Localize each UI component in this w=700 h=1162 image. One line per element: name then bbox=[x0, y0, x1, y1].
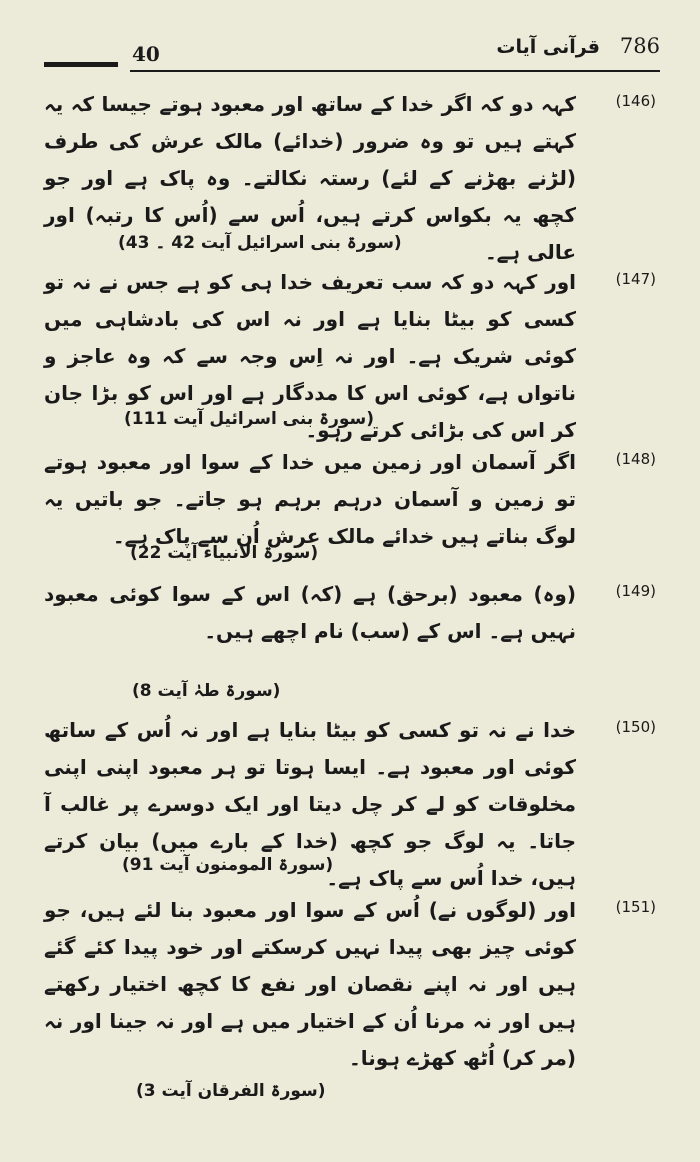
header-decorative-bar bbox=[44, 62, 118, 67]
verse-number: (147) bbox=[615, 270, 656, 288]
verse-number: (148) bbox=[615, 450, 656, 468]
verse-text: اور (لوگوں نے) اُس کے سوا اور معبود بنا لئے ہیں، جو کوئی چیز بھی پیدا نہیں کرسکتے اور خود پیدا کئے گئے ہیں اور نہ اپنے نقصان اور نفع کا کچھ اختیار رکھتے ہیں اور نہ مرنا اُن کے اختیار میں ہے اور نہ جینا اور نہ (مر کر) اُٹھ کھڑے ہونا۔ bbox=[44, 898, 576, 1070]
verse-148 bbox=[44, 450, 656, 570]
verse-reference: (سورۃ الفرقان آیت 3) bbox=[136, 1081, 326, 1101]
verse-number: (150) bbox=[615, 718, 656, 736]
verse-text: خدا نے نہ تو کسی کو بیٹا بنایا ہے اور نہ اُس کے ساتھ کوئی اور معبود ہے۔ ایسا ہوتا تو ہر معبود اپنی اپنی مخلوقات کو لے کر چل دیتا اور ایک دوسرے پر غالب آ جاتا۔ یہ لوگ جو کچھ (خدا کے بارے میں) بیان کرتے ہیں، خدا اُس سے پاک ہے۔ bbox=[44, 718, 576, 890]
chapter-title: قرآنی آیات bbox=[496, 36, 600, 58]
verse-reference: (سورۃ طہٰ آیت 8) bbox=[132, 681, 281, 701]
verse-text: کہہ دو کہ اگر خدا کے ساتھ اور معبود ہوتے جیسا کہ یہ کہتے ہیں تو وہ ضرور (خدائے) مالک عرش کی طرف (لڑنے بھڑنے کے لئے) رستہ نکالتے۔ وہ پاک ہے اور جو کچھ یہ بکواس کرتے ہیں، اُس سے (اُس کا رتبہ) اور عالی ہے۔ bbox=[44, 92, 576, 264]
verse-147 bbox=[44, 270, 656, 442]
verse-number: (149) bbox=[615, 582, 656, 600]
verse-reference: (سورۃ المومنون آیت 91) bbox=[122, 855, 334, 875]
header-rule bbox=[130, 70, 660, 72]
verse-number: (151) bbox=[615, 898, 656, 916]
verse-reference: (سورۃ الانبیاء آیت 22) bbox=[130, 543, 319, 563]
verse-text: (وہ) معبود (برحق) ہے (کہ) اس کے سوا کوئی معبود نہیں ہے۔ اس کے (سب) نام اچھے ہیں۔ bbox=[44, 582, 576, 643]
verse-149 bbox=[44, 582, 656, 702]
verse-text: اگر آسمان اور زمین میں خدا کے سوا اور معبود ہوتے تو زمین و آسمان درہم برہم ہو جاتے۔ جو باتیں یہ لوگ بناتے ہیں خدائے مالک عرش اُن سے پاک ہے۔ bbox=[44, 450, 576, 548]
verse-150 bbox=[44, 718, 656, 888]
verse-text: اور کہہ دو کہ سب تعریف خدا ہی کو ہے جس نے نہ تو کسی کو بیٹا بنایا ہے اور نہ اس کی بادشاہی میں کوئی شریک ہے۔ اور نہ اِس وجہ سے کہ وہ عاجز و ناتواں ہے، کوئی اس کا مددگار ہے اور اس کو بڑا جان کر اس کی بڑائی کرتے رہو۔ bbox=[44, 270, 576, 442]
page-header bbox=[40, 28, 660, 78]
verse-146 bbox=[44, 92, 656, 262]
verse-reference: (سورۃ بنی اسرائیل آیت 42 ۔ 43) bbox=[118, 233, 402, 253]
verse-number: (146) bbox=[615, 92, 656, 110]
verse-reference: (سورۃ بنی اسرائیل آیت 111) bbox=[124, 409, 375, 429]
item-number: 786 bbox=[619, 34, 660, 58]
book-page-number: 40 bbox=[132, 42, 160, 66]
verse-151 bbox=[44, 898, 656, 1118]
